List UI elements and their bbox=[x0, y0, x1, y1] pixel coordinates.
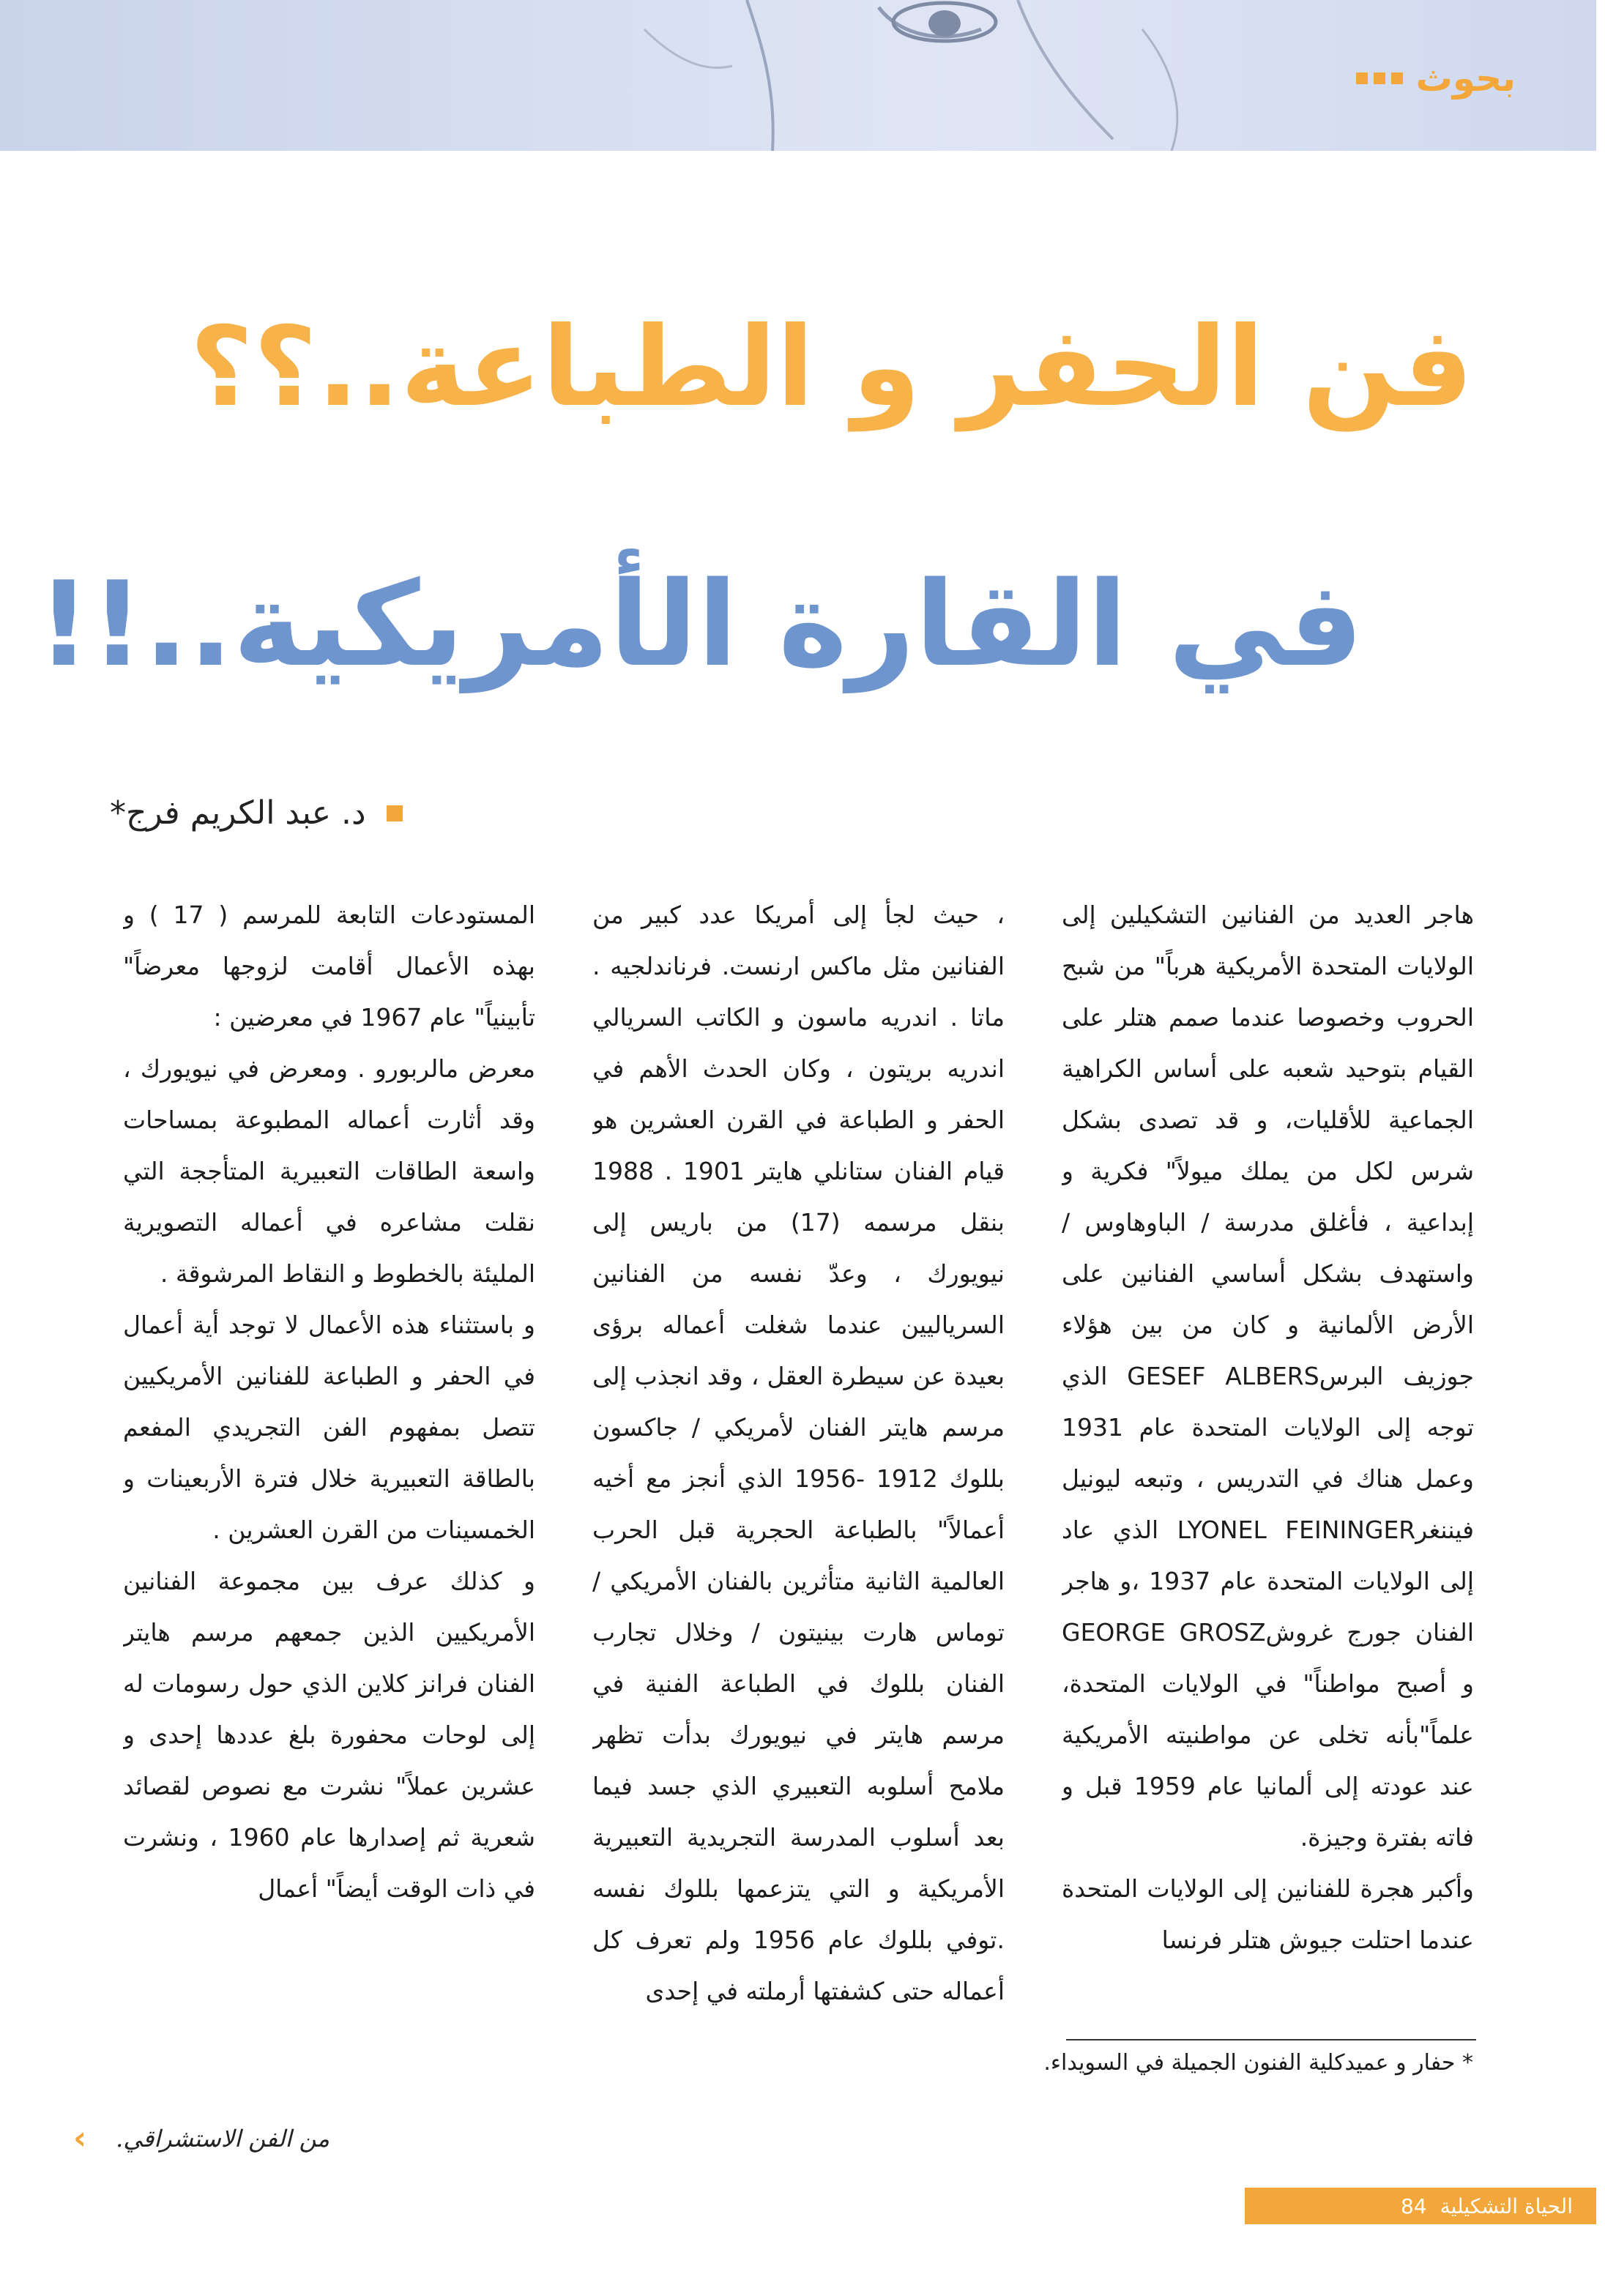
chevron-left-icon: ‹ bbox=[73, 2120, 87, 2157]
article-title-line-2: في القارة الأمريكية..!! bbox=[37, 556, 1363, 693]
header-band bbox=[0, 0, 1596, 151]
article-title-line-1: فن الحفر و الطباعة..؟؟ bbox=[189, 304, 1473, 431]
column-3 bbox=[123, 890, 535, 2017]
footnote-divider bbox=[1066, 2039, 1476, 2040]
section-label bbox=[1356, 57, 1516, 100]
footnote: * حفار و عميدكلية الفنون الجميلة في السويداء. bbox=[1043, 2050, 1473, 2076]
paragraph: وأكبر هجرة للفنانين إلى الولايات المتحدة عندما احتلت جيوش هتلر فرنسا bbox=[1062, 1874, 1474, 1954]
paragraph: معرض مالربورو . ومعرض في نيويورك ، وقد أثارت أعماله المطبوعة بمساحات واسعة الطاقات التعبيرية المتأججة التي نقلت مشاعره في أعماله التصويرية المليئة بالخطوط و النقاط المرشوقة . bbox=[123, 1054, 535, 1288]
magazine-name: الحياة التشكيلية bbox=[1440, 2194, 1573, 2218]
section-label-text: بحوث bbox=[1415, 57, 1516, 100]
paragraph: و باستثناء هذه الأعمال لا توجد أية أعمال في الحفر و الطباعة للفنانين الأمريكيين تتصل بمفهوم الفن التجريدي المفعم بالطاقة التعبيرية خلال فترة الأربعينات و الخمسينات من القرن العشرين . bbox=[123, 1311, 535, 1544]
paragraph: هاجر العديد من الفنانين التشكيلين إلى الولايات المتحدة الأمريكية هرباً" من شبح الحروب وخصوصا عندما صمم هتلر على القيام بتوحيد شعبه على أساس الكراهية الجماعية للأقليات، و قد تصدى بشكل شرس لكل من يملك ميولاً" فكرية و إبداعية ، فأغلق مدرسة / الباوهاوس / واستهدف بشكل أساسي الفنانين على الأرض الألمانية و كان من بين هؤلاء جوزيف البرسGESEF ALBERS الذي توجه إلى الولايات المتحدة عام 1931 وعمل هناك في التدريس ، وتبعه ليونيل فيننغرLYONEL FEININGER الذي عاد إلى الولايات المتحدة عام 1937 ،و هاجر الفنان جورج غروشGEORGE GROSZ و أصبح مواطناً" في الولايات المتحدة، علماً"بأنه تخلى عن مواطنيته الأمريكية عند عودته إلى ألمانيا عام 1959 قبل و فاته بفترة وجيزة. bbox=[1062, 901, 1474, 1852]
section-dots-icon bbox=[1356, 72, 1403, 84]
footer-band bbox=[1245, 2188, 1596, 2224]
continuation-marker bbox=[73, 2120, 329, 2157]
continuation-label: من الفن الاستشراقي. bbox=[116, 2124, 330, 2152]
page-number: 84 bbox=[1401, 2194, 1427, 2218]
column-2 bbox=[592, 890, 1005, 2017]
author-name: د. عبد الكريم فرج* bbox=[110, 794, 366, 832]
paragraph: و كذلك عرف بين مجموعة الفنانين الأمريكيين الذين جمعهم مرسم هايتر الفنان فرانز كلاين الذي حول رسومات له إلى لوحات محفورة بلغ عددها إحدى و عشرين عملاً" نشرت مع نصوص لقصائد شعرية ثم إصدارها عام 1960 ، ونشرت في ذات الوقت أيضاً" أعمال bbox=[123, 1567, 535, 1903]
bullet-square-icon bbox=[387, 805, 403, 821]
column-1 bbox=[1062, 890, 1474, 2017]
article-body bbox=[123, 890, 1474, 2017]
paragraph: ، حيث لجأ إلى أمريكا عدد كبير من الفنانين مثل ماكس ارنست. فرناندلجيه . ماتا . اندريه ماسون و الكاتب السريالي اندريه بريتون ، وكان الحدث الأهم في الحفر و الطباعة في القرن العشرين هو قيام الفنان ستانلي هايتر 1901 . 1988 بنقل مرسمه (17) من باريس إلى نيويورك ، وعدّ نفسه من الفنانين السرياليين عندما شغلت أعماله برؤى بعيدة عن سيطرة العقل ، وقد انجذب إلى مرسم هايتر الفنان لأمريكي / جاكسون بللوك 1912 -1956 الذي أنجز مع أخيه أعمالاً" بالطباعة الحجرية قبل الحرب العالمية الثانية متأثرين بالفنان الأمريكي / توماس هارت بينيتون / وخلال تجارب الفنان بللوك في الطباعة الفنية في مرسم هايتر في نيويورك بدأت تظهر ملامح أسلوبه التعبيري الذي جسد فيما بعد أسلوب المدرسة التجريدية التعبيرية الأمريكية و التي يتزعمها بللوك نفسه .توفي بللوك عام 1956 ولم تعرف كل أعماله حتى كشفتها أرملته في إحدى bbox=[592, 901, 1005, 2005]
byline bbox=[110, 794, 403, 832]
paragraph: المستودعات التابعة للمرسم ( 17 ) و بهذه الأعمال أقامت لزوجها معرضاً" تأبينياً" عام 1967 في معرضين : bbox=[123, 901, 535, 1032]
